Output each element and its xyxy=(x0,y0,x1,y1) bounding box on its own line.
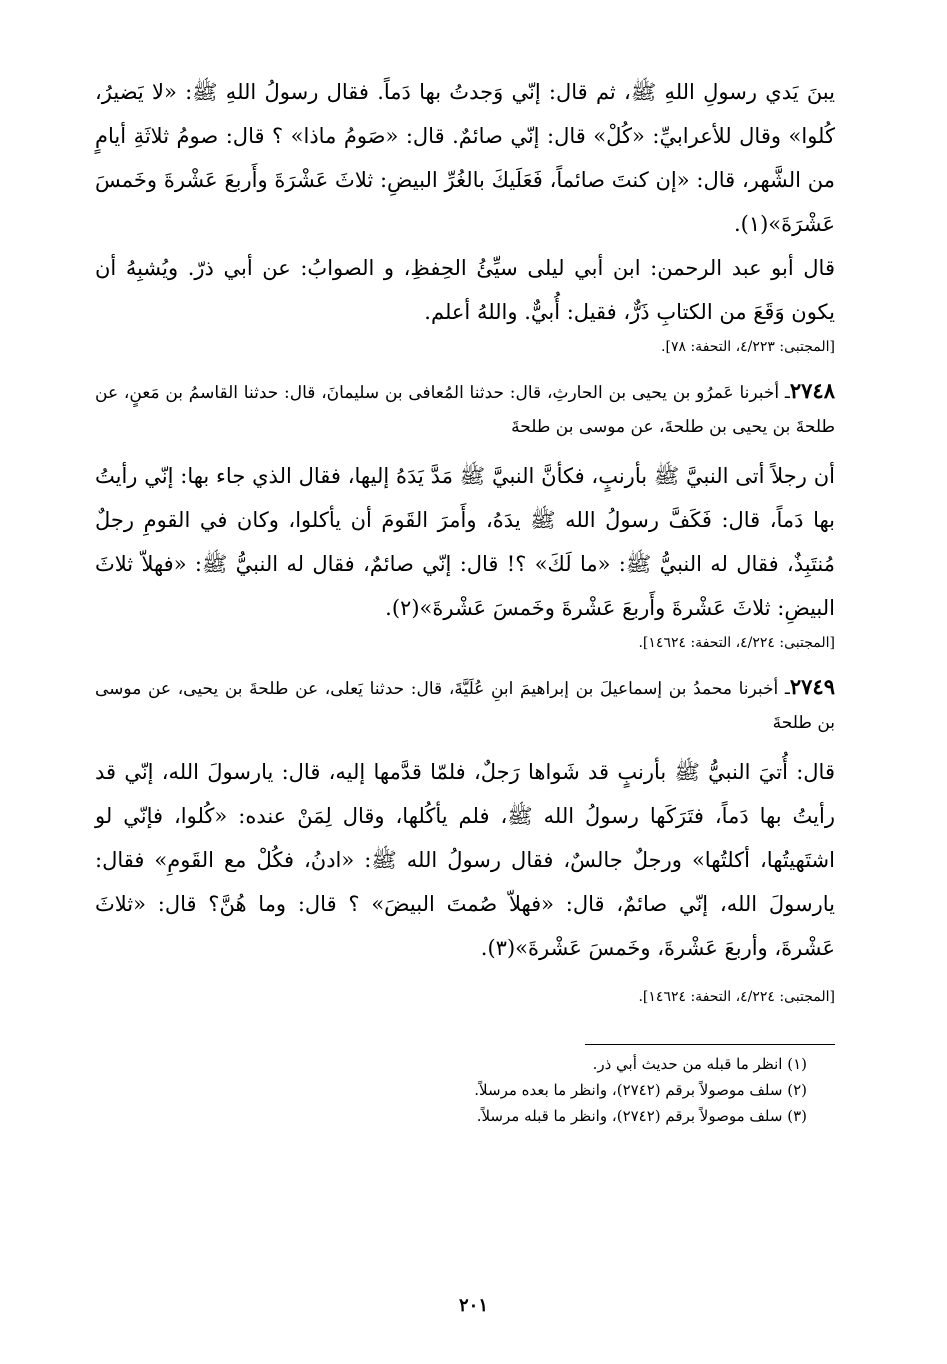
isnad-text: ـ أخبرنا محمدُ بن إسماعيلَ بن إبراهيمَ ابنِ عُلَيَّةَ، قال: حدثنا يَعلى، عن طلحةَ بن يحيى، عن موسى بن طلحةَ xyxy=(95,679,835,733)
hadith-2749 xyxy=(95,670,835,1010)
page-content xyxy=(95,70,835,1129)
page-number: ٢٠١ xyxy=(458,1295,488,1316)
hadith-isnad xyxy=(95,670,835,740)
footnote-divider xyxy=(585,1044,835,1045)
author-comment: قال أبو عبد الرحمن: ابن أبي ليلى سيِّئُ الحِفظِ، و الصوابُ: عن أبي ذرّ. ويُشبِهُ أن يكون وَقَعَ من الكتابِ ذَرٌّ، فقيل: أُبيٌّ. واللهُ أعلم. xyxy=(95,256,835,324)
reference-note: [المجتبى: ٤/٢٢٤، التحفة: ١٤٦٢٤]. xyxy=(638,989,835,1005)
footnotes xyxy=(95,1051,835,1129)
hadith-matn: أن رجلاً أتى النبيَّ ﷺ بأرنبٍ، فكأنَّ النبيَّ ﷺ مَدَّ يَدَهُ إليها، فقال الذي جاء بها: إنّي رأيتُ بها دَماً، قال: فَكَفَّ رسولُ الله ﷺ يدَهُ، وأَمرَ القَومَ أن يأكلوا، وكان في القومِ رجلٌ مُنتَبِذٌ، فقال له النبيُّ ﷺ: «ما لَكَ» ؟! قال: إنّي صائمٌ، فقال له النبيُّ ﷺ: «فهلاّ ثلاثَ البيضِ: ثلاثَ عَشْرةَ وأَربعَ عَشْرةَ وخَمسَ عَشْرةَ»(٢). xyxy=(95,464,836,620)
hadith-2748 xyxy=(95,374,835,656)
hadith-isnad xyxy=(95,374,835,444)
footnote-item: (٣) سلف موصولاً برقم (٢٧٤٢)، وانظر ما قبله مرسلاً. xyxy=(476,1107,807,1125)
hadith-number: ٢٧٤٩ xyxy=(789,674,835,699)
hadith-matn: قال: أُتيَ النبيُّ ﷺ بأرنبٍ قد شَواها رَجلٌ، فلمّا قدَّمها إليه، قال: يارسولَ الله، إنّي قد رأيتُ بها دَماً، فتَرَكَها رسولُ الله ﷺ، فلم يأكُلها، وقال لِمَنْ عنده: «كُلوا، فإنّي لو اشتَهيتُها، أكلتُها» ورجلٌ جالسٌ، فقال رسولُ الله ﷺ: «ادنُ، فكُلْ مع القَومِ» فقال: يارسولَ الله، إنّي صائمٌ، قال: «فهلاّ صُمتَ البيضَ» ؟ قال: وما هُنَّ؟ قال: «ثلاثَ عَشْرةَ، وأربعَ عَشْرةَ، وخَمسَ عَشْرةَ»(٣). xyxy=(95,760,835,960)
footnote-item: (١) انظر ما قبله من حديث أبي ذر. xyxy=(592,1055,807,1073)
hadith-number: ٢٧٤٨ xyxy=(789,378,835,403)
paragraph-continuation: يبنَ يَدي رسولِ اللهِ ﷺ، ثم قال: إنّي وَجدتُ بها دَماً. فقال رسولُ اللهِ ﷺ: «لا يَضيرُ، كُلوا» وقال للأعرابيِّ: «كُلْ» قال: إنّي صائمٌ. قال: «صَومُ ماذا» ؟ قال: صومُ ثلاثَةِ أيامٍ من الشَّهر، قال: «إن كنتَ صائماً، فَعَلَيكَ بالغُرِّ البيضِ: ثلاثَ عَشْرَةَ وأَربعَ عَشْرةَ وخَمسَ عَشْرَةَ»(١). xyxy=(95,80,835,236)
reference-note: [المجتبى: ٤/٢٢٣، التحفة: ٧٨]. xyxy=(661,339,835,355)
reference-note: [المجتبى: ٤/٢٢٤، التحفة: ١٤٦٢٤]. xyxy=(638,635,835,651)
isnad-text: ـ أخبرنا عَمرُو بن يحيى بن الحارثِ، قال: حدثنا المُعافى بن سليمانَ، قال: حدثنا القاسمُ بن مَعنٍ، عن طلحةَ بن يحيى بن طلحةَ، عن موسى بن طلحةَ xyxy=(95,383,835,437)
footnote-item: (٢) سلف موصولاً برقم (٢٧٤٢)، وانظر ما بعده مرسلاً. xyxy=(474,1081,807,1099)
